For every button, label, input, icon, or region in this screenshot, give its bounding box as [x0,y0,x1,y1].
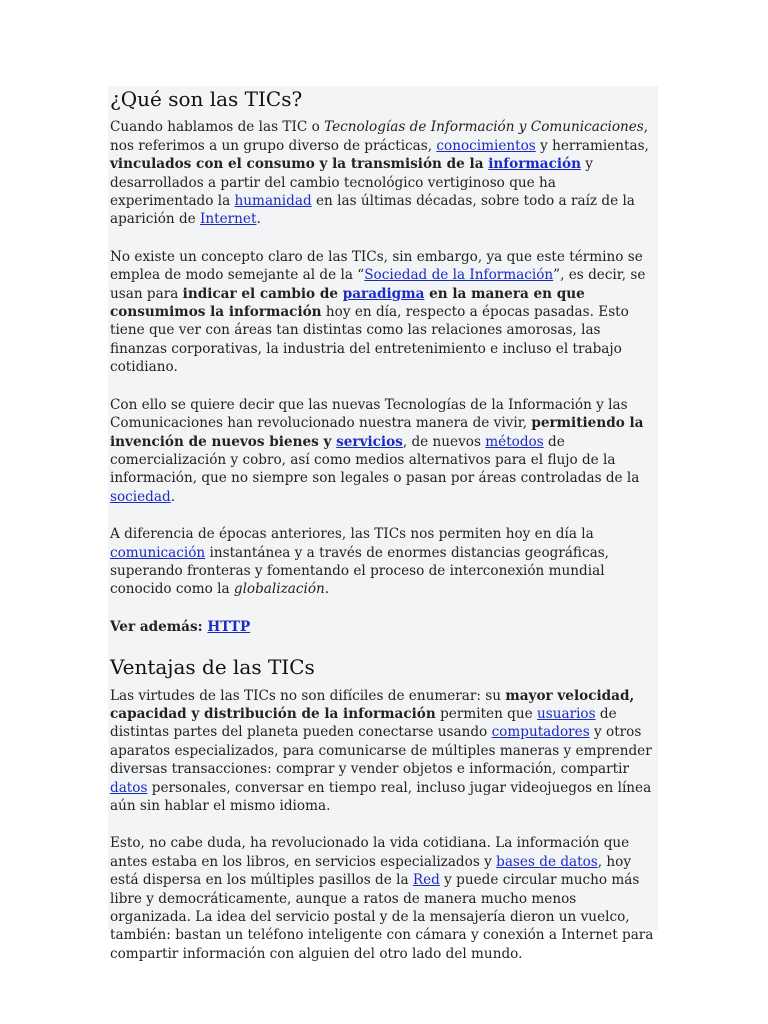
paragraph-concepto: No existe un concepto claro de las TICs, sin embargo, ya que este término se emplea de modo semejante al de la “Sociedad de la Información”, es decir, se usan para indicar el cambio de paradigma en la manera en que consumimos la información hoy en día, respecto a épocas pasadas. Esto tiene que ver con áreas tan distintas como las relaciones amorosas, las finanzas corporativas, la industria del entretenimiento e incluso el trabajo cotidiano. [110,248,646,376]
section-title-ventajas: Ventajas de las TICs [110,655,315,680]
paragraph-vida-cotidiana: Esto, no cabe duda, ha revolucionado la vida cotidiana. La información que antes estaba en los libros, en servicios especializados y bases de datos, hoy está dispersa en los múltiples pasillos de la Red y puede circular mucho más libre y democráticamente, aunque a ratos de manera mucho menos organizada. La idea del servicio postal y de la mensajería dieron un vuelco, también: bastan un teléfono inteligente con cámara y conexión a Internet para compartir información con alguien del otro lado del mundo. [110,835,654,962]
link-comunicacion[interactable]: comunicación [110,544,206,561]
see-also-label: Ver además: [110,618,208,635]
link-bases-de-datos[interactable]: bases de datos [496,853,598,870]
link-metodos[interactable]: métodos [485,433,544,450]
italic-globalizacion: globalización [233,581,325,598]
section-title-que-son: ¿Qué son las TICs? [110,87,303,111]
link-sociedad[interactable]: sociedad [110,488,171,505]
link-internet[interactable]: Internet [200,211,257,228]
link-red[interactable]: Red [412,872,440,889]
link-http[interactable]: HTTP [207,618,251,635]
paragraph-definition: Cuando hablamos de las TIC o Tecnologías de Información y Comunicaciones, nos referimos a un grupo diverso de prácticas, conocimientos y herramientas, vinculados con el consumo y la transmisión de la información y desarrollados a partir del cambio tecnológico vertiginoso que ha experimentado la humanidad en las últimas décadas, sobre todo a raíz de la aparición de Internet. [110,119,649,228]
see-also [110,618,657,636]
paragraph-revolucion: Con ello se quiere decir que las nuevas Tecnologías de la Información y las Comunicaciones han revolucionado nuestra manera de vivir, permitiendo la invención de nuevos bienes y servicios, de nuevos métodos de comercialización y cobro, así como medios alternativos para el flujo de la información, que no siempre son legales o pasan por áreas controladas de la sociedad. [110,396,644,505]
paragraph-virtudes: Las virtudes de las TICs no son difíciles de enumerar: su mayor velocidad, capacidad y distribución de la información permiten que usuarios de distintas partes del planeta pueden conectarse usando computadores y otros aparatos especializados, para comunicarse de múltiples maneras y emprender diversas transacciones: comprar y vender objetos e información, compartir datos personales, conversar en tiempo real, incluso jugar videojuegos en línea aún sin hablar el mismo idioma. [110,687,652,814]
link-humanidad[interactable]: humanidad [234,193,312,210]
article-content [110,86,657,982]
link-paradigma[interactable]: paradigma [342,285,425,302]
link-usuarios[interactable]: usuarios [536,705,596,722]
link-conocimientos[interactable]: conocimientos [436,137,536,154]
link-servicios[interactable]: servicios [336,433,403,450]
link-datos[interactable]: datos [110,779,148,796]
link-computadores[interactable]: computadores [491,724,590,741]
link-informacion[interactable]: información [488,156,581,173]
paragraph-diferencia: A diferencia de épocas anteriores, las TICs nos permiten hoy en día la comunicación instantánea y a través de enormes distancias geográficas, superando fronteras y fomentando el proceso de interconexión mundial conocido como la globalización. [110,526,610,598]
link-sociedad-informacion[interactable]: Sociedad de la Información [364,267,554,284]
italic-term: Tecnologías de Información y Comunicaciones [324,119,644,136]
